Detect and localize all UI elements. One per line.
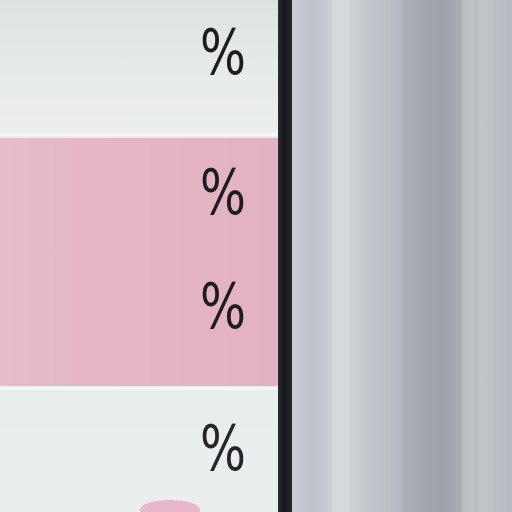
panel-streak (332, 0, 350, 512)
panel-streak (402, 0, 432, 512)
percent-symbol: % (200, 16, 246, 89)
percent-symbol: % (200, 412, 246, 485)
percent-symbol: % (200, 270, 246, 343)
row-separator (0, 133, 282, 136)
column-divider (278, 0, 292, 512)
panel-streak (462, 0, 474, 512)
percent-symbol: % (200, 156, 246, 229)
side-panel (292, 0, 512, 512)
